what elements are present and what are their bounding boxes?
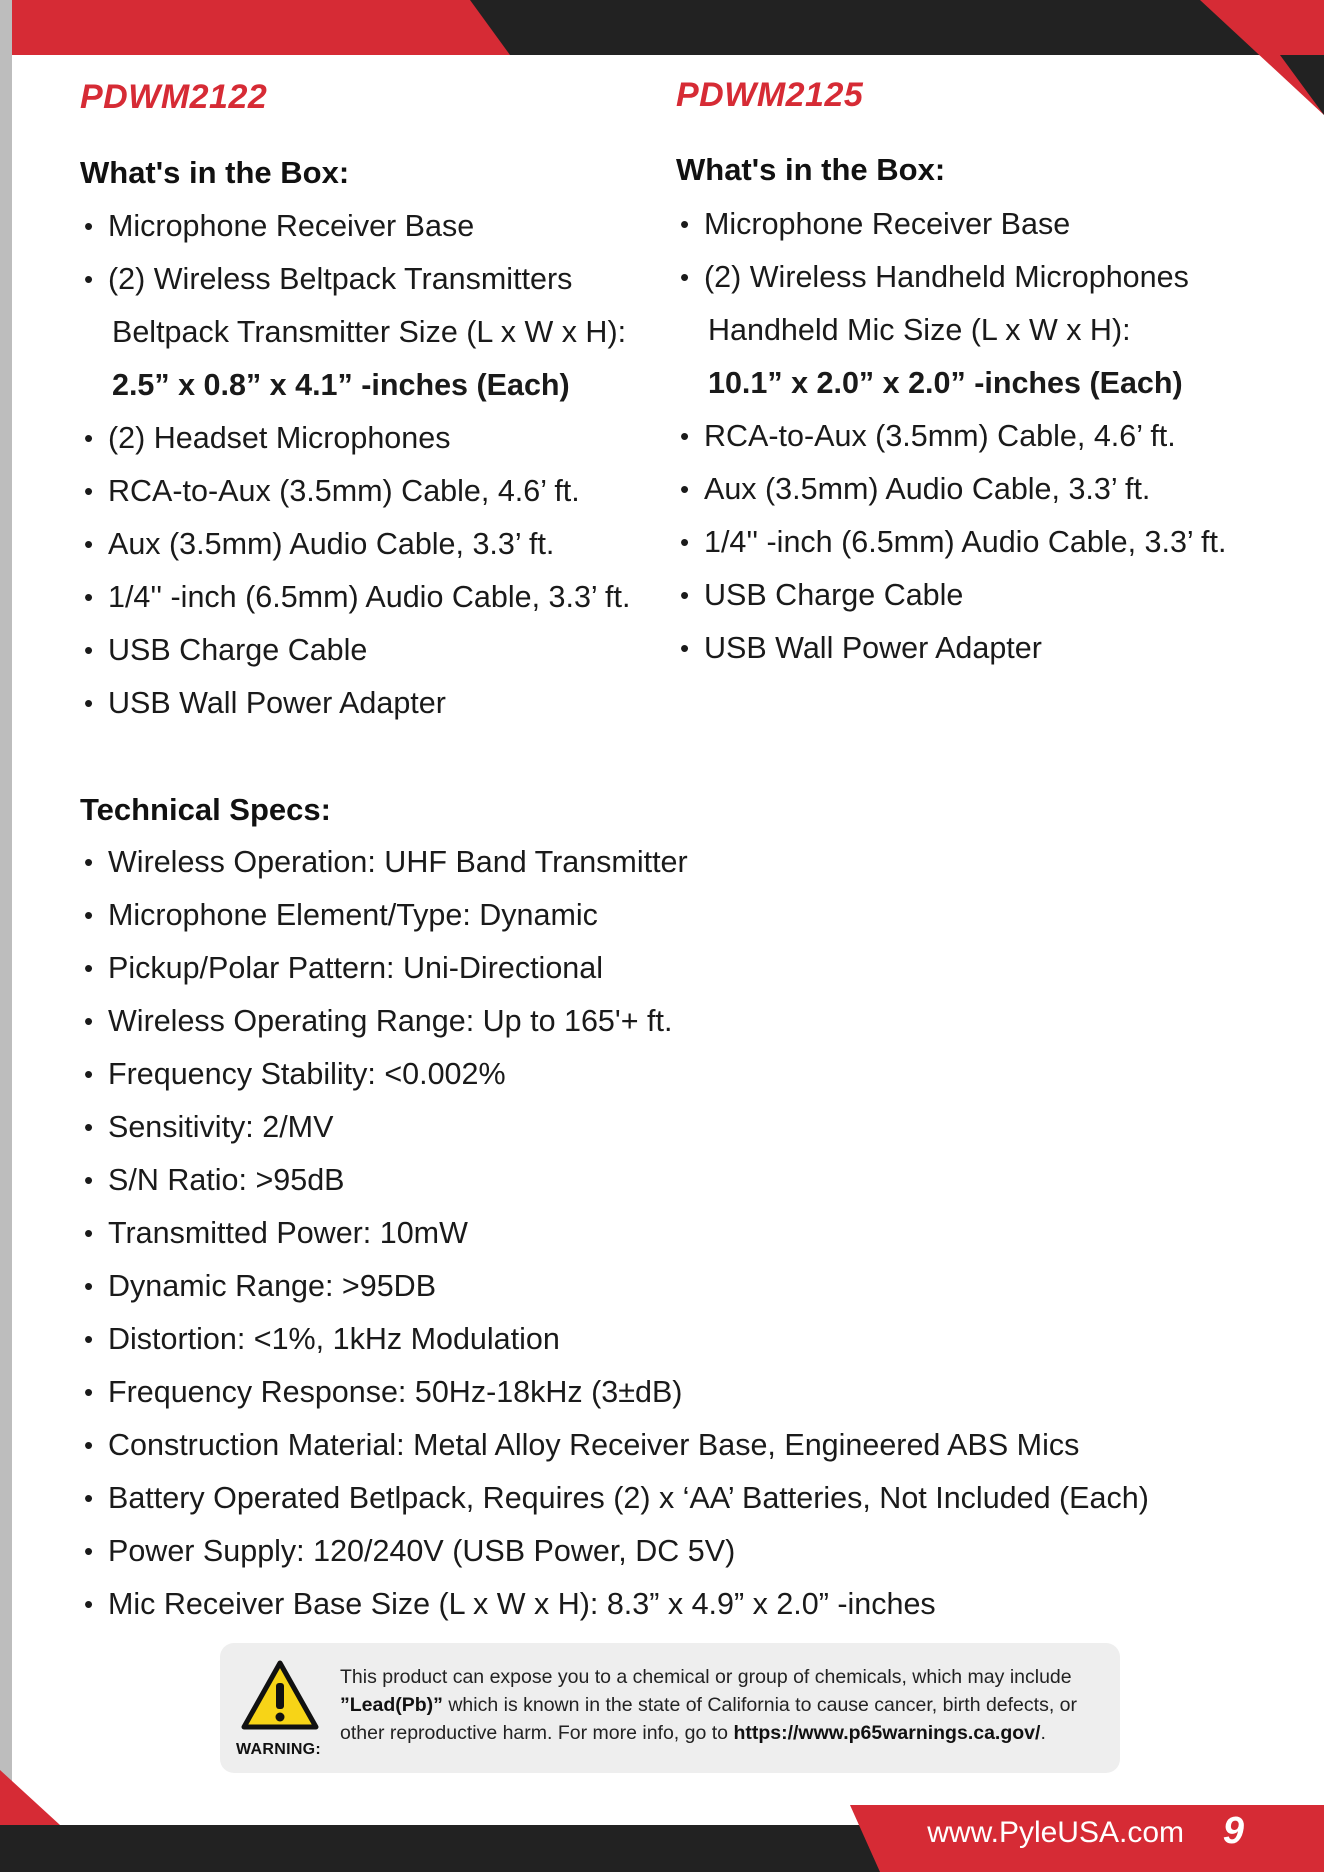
page-number: 9 <box>1222 1810 1244 1852</box>
list-item-detail: 2.5” x 0.8” x 4.1” -inches (Each) <box>112 368 570 402</box>
list-item: • (2) Headset Microphones <box>84 412 630 465</box>
right-box-list <box>680 198 1226 675</box>
list-item: • Aux (3.5mm) Audio Cable, 3.3’ ft. <box>84 518 630 571</box>
left-model-title: PDWM2122 <box>80 78 268 116</box>
warning-text-part: . <box>1040 1722 1046 1744</box>
bottom-left-red-corner <box>0 1770 60 1825</box>
left-box-list <box>84 200 630 730</box>
list-item: • RCA-to-Aux (3.5mm) Cable, 4.6’ ft. <box>84 465 630 518</box>
list-item: • Microphone Receiver Base <box>680 198 1226 251</box>
warning-lead-text: ”Lead(Pb)” <box>340 1694 443 1716</box>
spec-item: • Frequency Stability: <0.002% <box>84 1048 1149 1101</box>
left-edge <box>0 0 12 1872</box>
spec-item: • Dynamic Range: >95DB <box>84 1260 1149 1313</box>
specs-list <box>84 836 1149 1631</box>
list-item: • USB Wall Power Adapter <box>84 677 630 730</box>
spec-item: • Wireless Operation: UHF Band Transmitter <box>84 836 1149 889</box>
spec-item: • Transmitted Power: 10mW <box>84 1207 1149 1260</box>
prop65-warning-box <box>220 1643 1120 1773</box>
spec-item: • Battery Operated Betlpack, Requires (2) x ‘AA’ Batteries, Not Included (Each) <box>84 1472 1149 1525</box>
list-item: • 1/4'' -inch (6.5mm) Audio Cable, 3.3’ ft. <box>680 516 1226 569</box>
spec-item: • Distortion: <1%, 1kHz Modulation <box>84 1313 1149 1366</box>
spec-item: • Wireless Operating Range: Up to 165'+ ft. <box>84 995 1149 1048</box>
footer-website[interactable]: www.PyleUSA.com <box>927 1816 1184 1849</box>
spec-item: • Construction Material: Metal Alloy Receiver Base, Engineered ABS Mics <box>84 1419 1149 1472</box>
list-item-detail: Beltpack Transmitter Size (L x W x H): <box>112 315 627 349</box>
spec-item: • Power Supply: 120/240V (USB Power, DC 5V) <box>84 1525 1149 1578</box>
warning-text <box>340 1663 1110 1747</box>
warning-text-part: which is known in the state of California to cause cancer, birth defects, or other reproductive harm. For more info, go to <box>340 1694 1077 1744</box>
list-item: • Microphone Receiver Base <box>84 200 630 253</box>
spec-item: • Pickup/Polar Pattern: Uni-Directional <box>84 942 1149 995</box>
spec-item: • Mic Receiver Base Size (L x W x H): 8.3” x 4.9” x 2.0” -inches <box>84 1578 1149 1631</box>
spec-item: • S/N Ratio: >95dB <box>84 1154 1149 1207</box>
warning-text-part: This product can expose you to a chemical or group of chemicals, which may include <box>340 1666 1072 1688</box>
list-item: • RCA-to-Aux (3.5mm) Cable, 4.6’ ft. <box>680 410 1226 463</box>
warning-link[interactable]: https://www.p65warnings.ca.gov/ <box>733 1722 1041 1744</box>
list-item-detail: 10.1” x 2.0” x 2.0” -inches (Each) <box>708 366 1183 400</box>
right-model-title: PDWM2125 <box>676 76 864 114</box>
spec-item: • Microphone Element/Type: Dynamic <box>84 889 1149 942</box>
list-item: • USB Charge Cable <box>84 624 630 677</box>
spec-item: • Frequency Response: 50Hz-18kHz (3±dB) <box>84 1366 1149 1419</box>
top-red-band <box>0 0 510 55</box>
list-item: • (2) Wireless Beltpack Transmitters <box>84 253 630 306</box>
list-item: • 1/4'' -inch (6.5mm) Audio Cable, 3.3’ ft. <box>84 571 630 624</box>
spec-item: • Sensitivity: 2/MV <box>84 1101 1149 1154</box>
left-box-heading: What's in the Box: <box>80 155 350 190</box>
list-item: • USB Charge Cable <box>680 569 1226 622</box>
specs-heading: Technical Specs: <box>80 792 331 827</box>
list-item: • (2) Wireless Handheld Microphones <box>680 251 1226 304</box>
right-box-heading: What's in the Box: <box>676 152 946 187</box>
warning-triangle-icon <box>240 1659 320 1731</box>
list-item: • USB Wall Power Adapter <box>680 622 1226 675</box>
list-item-detail: Handheld Mic Size (L x W x H): <box>708 313 1131 347</box>
warning-label: WARNING: <box>236 1741 322 1758</box>
list-item: • Aux (3.5mm) Audio Cable, 3.3’ ft. <box>680 463 1226 516</box>
